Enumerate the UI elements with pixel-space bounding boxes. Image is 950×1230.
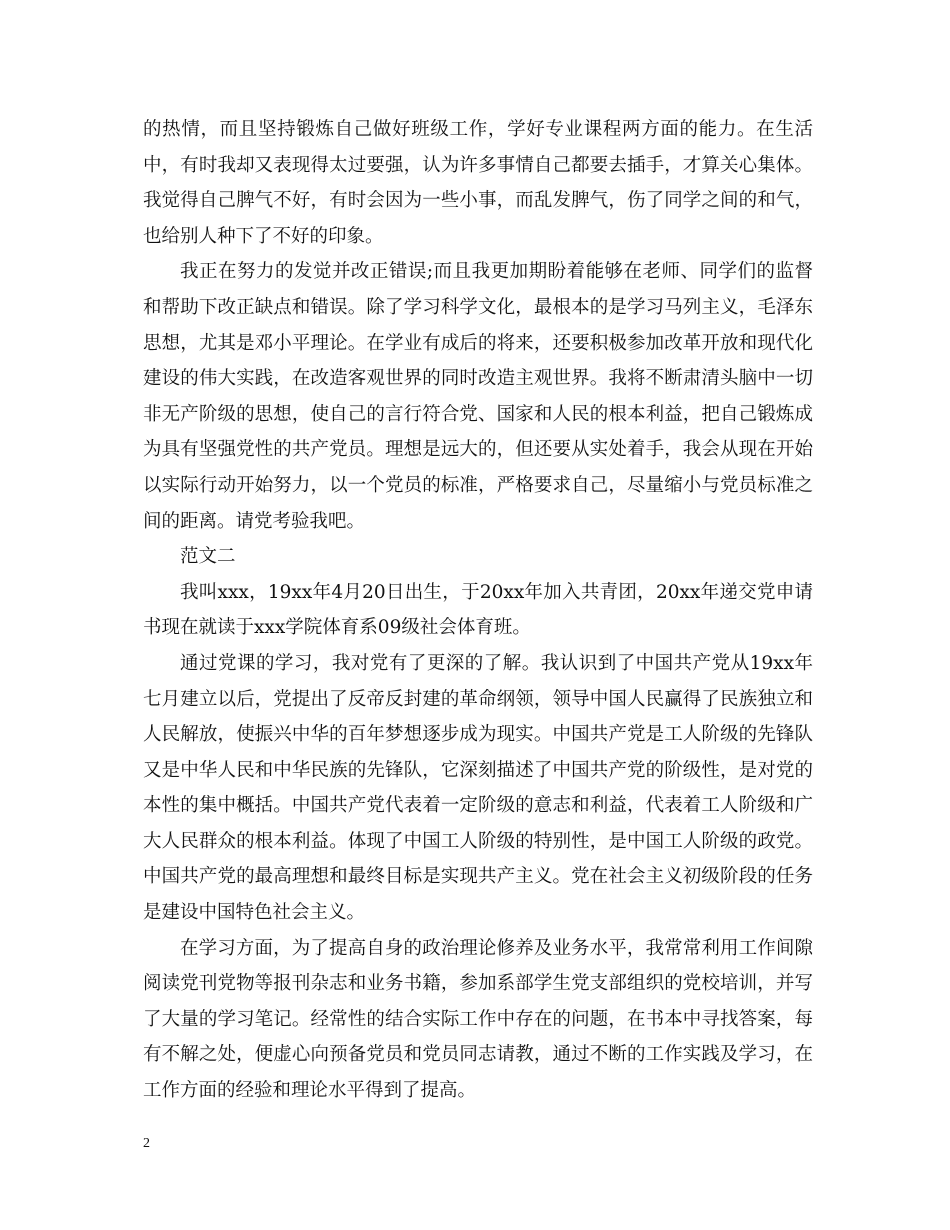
paragraph: 我叫xxx，19xx年4月20日出生，于20xx年加入共青团，20xx年递交党申请书现在就读于xxx学院体育系09级社会体育班。 <box>143 581 813 639</box>
paragraph: 在学习方面，为了提高自身的政治理论修养及业务水平，我常常利用工作间隙阅读党刊党物等报刊杂志和业务书籍，参加系部学生党支部组织的党校培训，并写了大量的学习笔记。经常性的结合实际工作中存在的问题，在书本中寻找答案，每有不解之处，便虚心向预备党员和党员同志请教，通过不断的工作实践及学习，在工作方面的经验和理论水平得到了提高。 <box>143 937 813 1102</box>
paragraph: 通过党课的学习，我对党有了更深的了解。我认识到了中国共产党从19xx年七月建立以后，党提出了反帝反封建的革命纲领，领导中国人民赢得了民族独立和人民解放，使振兴中华的百年梦想逐步成为现实。中国共产党是工人阶级的先锋队又是中华人民和中华民族的先锋队，它深刻描述了中国共产党的阶级性，是对党的本性的集中概括。中国共产党代表着一定阶级的意志和利益，代表着工人阶级和广大人民群众的根本利益。体现了中国工人阶级的特别性，是中国工人阶级的政党。中国共产党的最高理想和最终目标是实现共产主义。党在社会主义初级阶段的任务是建设中国特色社会主义。 <box>143 652 813 924</box>
paragraph-continuation: 的热情，而且坚持锻炼自己做好班级工作，学好专业课程两方面的能力。在生活中，有时我却又表现得太过要强，认为许多事情自己都要去插手，才算关心集体。我觉得自己脾气不好，有时会因为一些小事，而乱发脾气，伤了同学之间的和气，也给别人种下了不好的印象。 <box>143 119 813 247</box>
document-body <box>143 112 813 1109</box>
section-heading: 范文二 <box>180 546 236 568</box>
page-number: 2 <box>143 1136 150 1151</box>
paragraph: 我正在努力的发觉并改正错误;而且我更加期盼着能够在老师、同学们的监督和帮助下改正缺点和错误。除了学习科学文化，最根本的是学习马列主义，毛泽东思想，尤其是邓小平理论。在学业有成后的将来，还要积极参加改革开放和现代化建设的伟大实践，在改造客观世界的同时改造主观世界。我将不断肃清头脑中一切非无产阶级的思想，使自己的言行符合党、国家和人民的根本利益，把自己锻炼成为具有坚强党性的共产党员。理想是远大的，但还要从实处着手，我会从现在开始以实际行动开始努力，以一个党员的标准，严格要求自己，尽量缩小与党员标准之间的距离。请党考验我吧。 <box>143 261 813 532</box>
